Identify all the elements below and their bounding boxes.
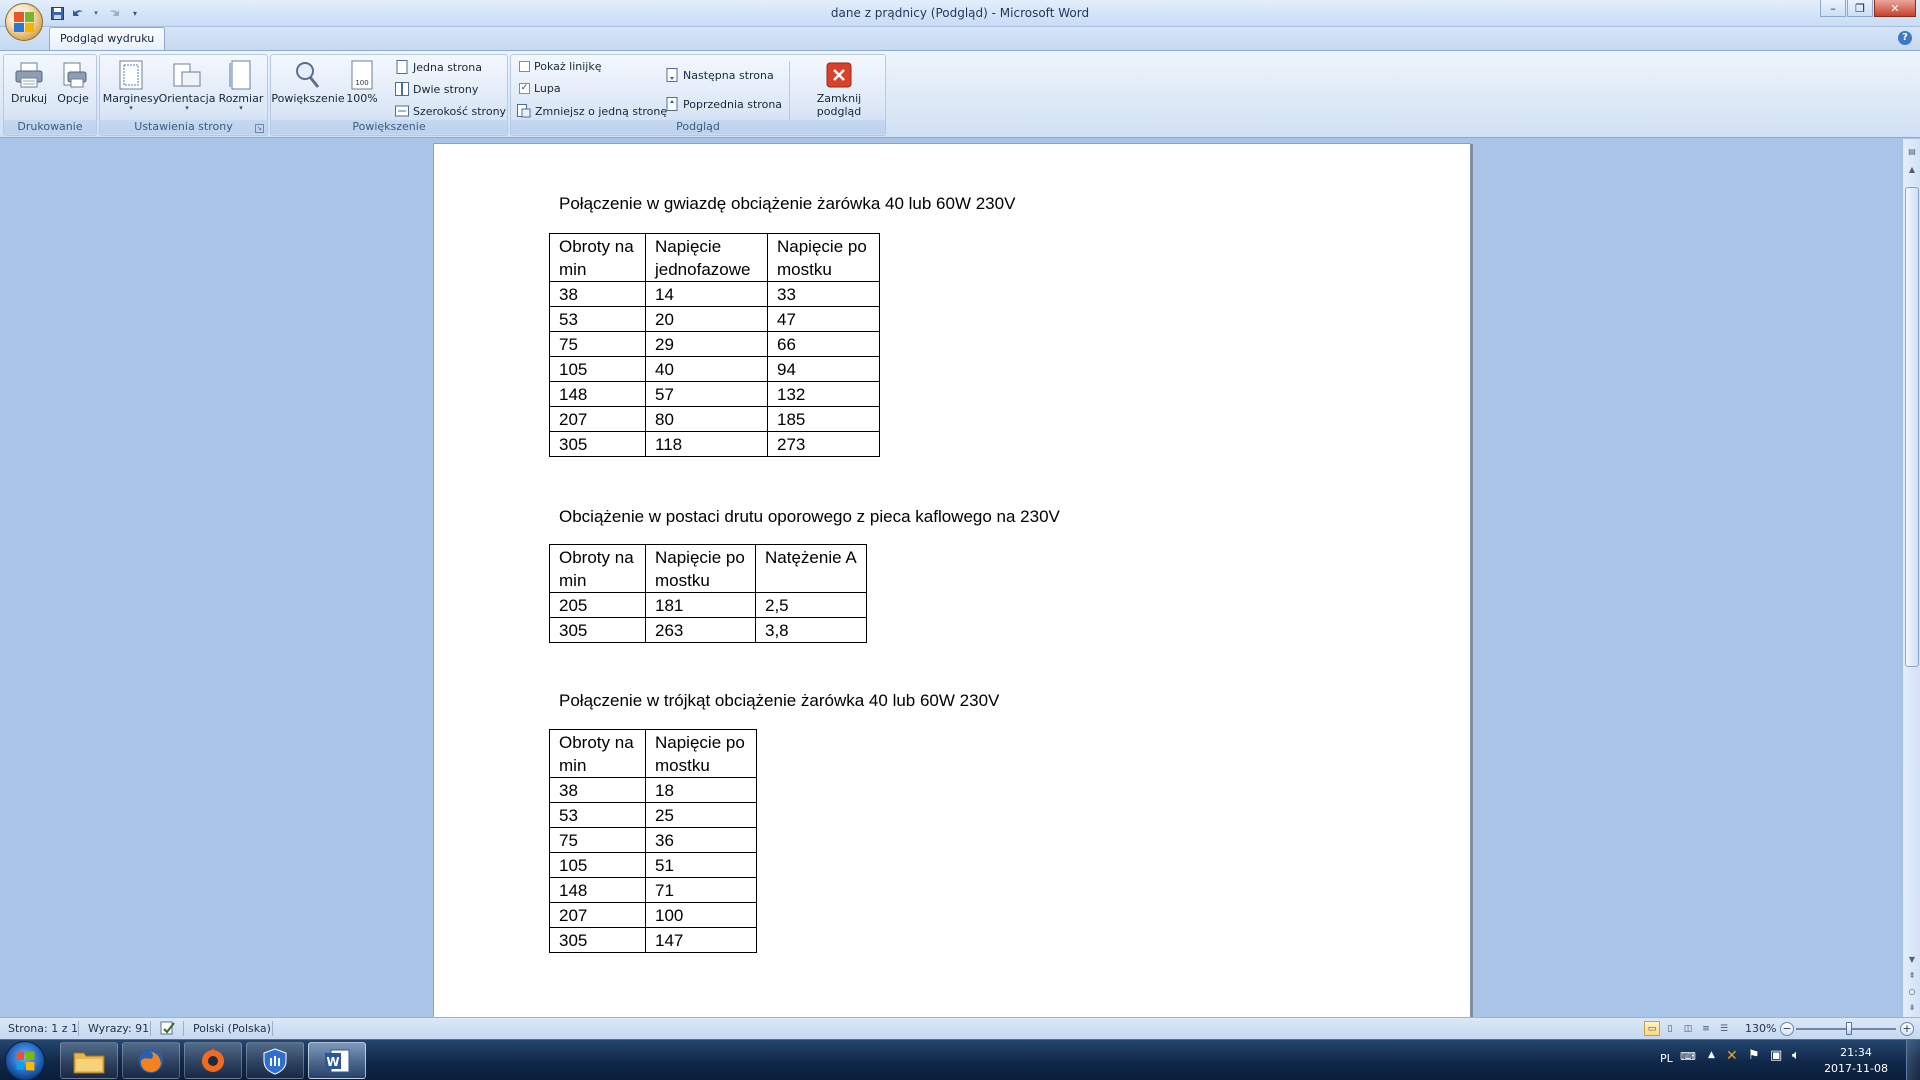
proofing-icon[interactable] [160,1020,176,1039]
one-page-button[interactable] [395,60,482,74]
taskbar-word[interactable] [308,1042,366,1079]
restore-button[interactable]: ❐ [1847,0,1873,17]
page-width-icon [395,104,409,118]
zoom-slider-thumb[interactable] [1846,1022,1852,1035]
margins-button[interactable] [104,58,158,111]
folder-icon [73,1048,105,1074]
table-row [550,928,757,953]
page-width-label: Szerokość strony [413,104,507,118]
ribbon [0,50,1920,138]
printer-icon [13,58,45,92]
next-page-label: Następna strona [683,68,774,82]
status-separator [183,1021,184,1036]
table-cell: 100 [646,903,757,928]
previous-page-button[interactable] [665,97,782,111]
zoom-100-icon [346,58,378,92]
table-cell: 53 [550,307,646,332]
show-ruler-checkbox[interactable] [519,60,602,73]
status-separator [78,1021,79,1036]
table-row [550,828,757,853]
word-count[interactable]: Wyrazy: 91 [88,1022,150,1035]
table-cell: 207 [550,407,646,432]
office-button[interactable] [5,3,43,41]
previous-page-icon [665,97,679,111]
star-connection-table [549,233,880,457]
margins-label: Marginesy [102,92,160,105]
zoom-label: Powiększenie [271,92,345,105]
select-browse-object-icon[interactable]: ○ [1908,986,1916,996]
table-cell: 75 [550,828,646,853]
table-cell: 3,8 [756,618,867,643]
table-row [550,853,757,878]
table-cell: 273 [768,432,880,457]
zoom-100-button[interactable] [345,58,379,105]
table-cell: 80 [646,407,768,432]
close-red-icon [823,58,855,92]
language-indicator[interactable]: Polski (Polska) [193,1022,271,1035]
status-separator [272,1021,273,1036]
table-cell: 40 [646,357,768,382]
table-cell: 38 [550,282,646,307]
customize-qat-icon[interactable]: ▾ [132,8,137,18]
table-cell: 57 [646,382,768,407]
taskbar-malwarebytes[interactable] [246,1042,304,1079]
next-page-browse-icon[interactable]: ⇟ [1908,1002,1916,1012]
svg-text:W: W [326,1054,340,1069]
group-zoom [270,54,508,136]
shrink-one-page-button[interactable] [517,104,667,118]
action-center-flag-icon[interactable]: ⚑ [1748,1048,1760,1063]
close-button[interactable]: ✕ [1874,0,1916,17]
clock-date: 2017-11-08 [1824,1062,1888,1075]
group-preview-label: Podgląd [511,120,885,134]
system-clock[interactable] [1824,1045,1888,1077]
close-preview-label: Zamknij podgląd [816,92,862,118]
zoom-out-button[interactable]: − [1780,1022,1794,1036]
section2-heading: Obciążenie w postaci drutu oporowego z pieca kaflowego na 230V [559,507,1060,526]
margins-dropdown-icon: ▾ [129,104,133,112]
options-label: Opcje [57,92,89,105]
clock-time: 21:34 [1840,1046,1872,1059]
magnifier-checkbox-box[interactable]: ✓ [520,83,529,93]
keyboard-icon[interactable]: ⌨ [1680,1050,1696,1063]
two-pages-label: Dwie strony [413,82,479,96]
table-cell: 105 [550,357,646,382]
next-page-button[interactable] [665,68,774,82]
table-row [550,307,880,332]
table-cell: 36 [646,828,757,853]
print-options-icon [57,58,89,92]
show-desktop-button[interactable] [1906,1040,1920,1080]
undo-dropdown-icon[interactable]: ▾ [94,9,98,17]
windows-logo-icon [17,1051,35,1070]
taskbar-origin[interactable] [184,1042,242,1079]
table-row [550,332,880,357]
table-row [550,778,757,803]
table-cell: 118 [646,432,768,457]
shrink-page-icon [517,104,531,118]
ribbon-tab-row [0,27,1920,50]
zoom-level[interactable]: 130% [1745,1022,1777,1035]
page-size-icon [225,58,257,92]
table-cell: 148 [550,878,646,903]
table-header-cell: Obroty na min [550,730,646,778]
table-cell: 71 [646,878,757,903]
shrink-one-page-label: Zmniejsz o jedną stronę [535,104,668,118]
section1-heading: Połączenie w gwiazdę obciążenie żarówka 40 lub 60W 230V [559,194,1016,213]
group-preview [510,54,886,136]
orientation-label: Orientacja [158,92,216,105]
table-header-cell: Napięcie po mostku [646,545,756,593]
shield-icon [262,1047,288,1075]
table-cell: 181 [646,593,756,618]
table-cell: 18 [646,778,757,803]
group-print-label: Drukowanie [4,120,96,134]
start-button[interactable] [5,1041,45,1080]
table-cell: 53 [550,803,646,828]
margins-icon [115,58,147,92]
two-pages-button[interactable] [395,82,478,96]
table-header-row [550,730,757,778]
resistive-load-table [549,544,867,643]
ruler-toggle-icon[interactable]: ▤ [1908,146,1916,156]
office-logo-icon [14,12,34,32]
scroll-thumb[interactable] [1905,187,1919,667]
print-button[interactable] [8,58,50,105]
table-cell: 51 [646,853,757,878]
size-dropdown-icon: ▾ [239,104,243,112]
title-bar [0,0,1920,27]
web-layout-view-icon[interactable]: ◫ [1683,1023,1693,1034]
delta-connection-table [549,729,757,953]
show-hidden-icons[interactable]: ▲ [1708,1050,1715,1060]
table-cell: 66 [768,332,880,357]
table-cell: 305 [550,618,646,643]
table-cell: 305 [550,928,646,953]
table-row [550,803,757,828]
table-cell: 147 [646,928,757,953]
table-cell: 2,5 [756,593,867,618]
two-pages-icon [395,82,409,96]
table-cell: 47 [768,307,880,332]
status-separator [150,1021,151,1036]
table-cell: 132 [768,382,880,407]
next-page-icon [665,68,679,82]
size-button[interactable] [217,58,265,111]
minimize-button[interactable]: – [1820,0,1846,17]
scroll-down-icon[interactable]: ▼ [1908,954,1916,964]
table-cell: 207 [550,903,646,928]
tray-app-icon[interactable]: ✕ [1726,1048,1738,1064]
window-controls [1820,0,1916,17]
orientation-dropdown-icon: ▾ [185,104,189,112]
taskbar-explorer[interactable] [60,1042,118,1079]
table-cell: 14 [646,282,768,307]
table-cell: 94 [768,357,880,382]
table-header-row [550,234,880,282]
magnifier-label: Lupa [534,82,561,95]
options-button[interactable] [52,58,94,105]
full-screen-reading-view-icon[interactable]: ▯ [1667,1023,1673,1034]
table-row [550,282,880,307]
table-row [550,432,880,457]
table-header-cell: Natężenie A [756,545,867,593]
table-row [550,357,880,382]
group-page-setup [99,54,268,136]
size-label: Rozmiar [218,92,264,105]
draft-view-icon[interactable]: ☰ [1719,1023,1729,1034]
table-row [550,593,867,618]
table-cell: 38 [550,778,646,803]
one-page-label: Jedna strona [413,60,482,74]
orientation-button[interactable] [159,58,215,111]
table-header-cell: Napięcie jednofazowe [646,234,768,282]
table-header-cell: Obroty na min [550,234,646,282]
table-cell: 185 [768,407,880,432]
table-header-row [550,545,867,593]
group-print [3,54,97,136]
table-row [550,903,757,928]
group-zoom-label: Powiększenie [271,120,507,134]
taskbar-firefox[interactable] [122,1042,180,1079]
table-cell: 205 [550,593,646,618]
preview-separator [789,61,790,123]
document-area[interactable] [0,139,1902,1017]
scroll-up-icon[interactable]: ▲ [1908,164,1916,174]
previous-page-browse-icon[interactable]: ⇞ [1908,970,1916,980]
table-cell: 75 [550,332,646,357]
table-row [550,618,867,643]
magnifier-checkbox[interactable] [519,82,561,95]
previous-page-label: Poprzednia strona [683,97,783,111]
page-setup-dialog-launcher[interactable]: ↘ [256,125,263,132]
section3-heading: Połączenie w trójkąt obciążenie żarówka 40 lub 60W 230V [559,691,1000,710]
svg-text:100: 100 [355,79,369,87]
table-row [550,382,880,407]
table-row [550,878,757,903]
window-title: dane z prądnicy (Podgląd) - Microsoft Word [830,6,1090,20]
table-row [550,407,880,432]
table-header-cell: Obroty na min [550,545,646,593]
tab-print-preview[interactable]: Podgląd wydruku [49,27,165,50]
keyboard-language[interactable]: PL [1660,1052,1673,1065]
document-page[interactable] [434,144,1470,1017]
print-label: Drukuj [10,92,48,105]
magnifier-icon [292,58,324,92]
status-bar [0,1017,1920,1039]
table-header-cell: Napięcie po mostku [768,234,880,282]
table-header-cell: Napięcie po mostku [646,730,757,778]
outline-view-icon[interactable]: ≡ [1702,1023,1710,1034]
one-page-icon [395,60,409,74]
word-icon [323,1047,351,1075]
zoom-100-label: 100% [346,92,378,105]
windows-taskbar [0,1039,1920,1080]
table-cell: 25 [646,803,757,828]
firefox-icon [137,1047,165,1075]
table-cell: 105 [550,853,646,878]
table-cell: 305 [550,432,646,457]
network-icon[interactable]: ▣ [1770,1048,1783,1063]
show-ruler-label: Pokaż linijkę [534,60,602,73]
table-cell: 33 [768,282,880,307]
volume-icon[interactable]: 🔈︎ [1792,1048,1800,1063]
page-count[interactable]: Strona: 1 z 1 [8,1022,78,1035]
table-cell: 148 [550,382,646,407]
show-ruler-checkbox-box[interactable] [519,61,530,72]
group-page-setup-label: Ustawienia strony [100,120,267,134]
origin-icon [199,1047,227,1075]
table-cell: 20 [646,307,768,332]
help-icon[interactable]: ? [1898,31,1912,45]
page-width-button[interactable] [395,104,506,118]
print-layout-view-icon[interactable]: ▭ [1644,1021,1660,1036]
zoom-in-button[interactable]: + [1900,1022,1914,1036]
zoom-button[interactable] [271,58,345,105]
table-cell: 29 [646,332,768,357]
table-cell: 263 [646,618,756,643]
orientation-icon [171,58,203,92]
vertical-scrollbar[interactable] [1902,139,1920,1017]
